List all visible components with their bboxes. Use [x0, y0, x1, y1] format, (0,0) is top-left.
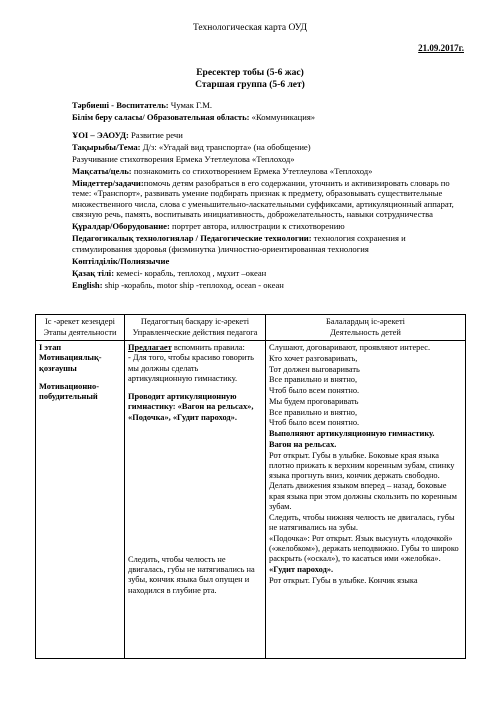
info-equipment: Құралдар/Оборудование: портрет автора, иллюстрации к стихотворению: [72, 221, 345, 232]
group-kz: Ересектер тобы (5-6 жас): [196, 68, 304, 78]
info-oud: ҰОІ – ЭАОУД: Развитие речи: [72, 129, 183, 140]
document-title: Технологическая карта ОУД: [192, 23, 308, 33]
info-topic-2: Разучивание стихотворения Ермека Утетлеулова «Теплоход»: [72, 153, 295, 164]
info-tasks: Міндеттер/задачи:помочь детям разобраться в его содержании, уточнить и активизировать словарь по теме: «Транспорт», развивать умение подбирать признак к предмету, образовывать существительные множественного числа, слова с уменьшительно-ласкательными суффиксами, артикуляционный аппарат, связную речь, память, воспитывать инициативность, доброжелательность, навыки сотрудничества: [72, 177, 454, 220]
info-topic: Тақырыбы/Тема: Д/з: «Угадай вид транспорта» (на обобщение): [72, 141, 311, 152]
group-heading: [0, 67, 500, 92]
table-row: [36, 341, 466, 659]
info-area: Білім беру саласы/ Образовательная область: «Коммуникация»: [72, 111, 316, 122]
info-kazakh: Қазақ тілі: кемесі- корабль, теплоход , мұхит –океан: [72, 267, 267, 278]
document-date: 21.09.2017г.: [418, 43, 464, 53]
table-header-row: [36, 315, 466, 341]
info-goal: Мақсаты/цель: познакомить со стихотворением Ермека Утетлеулова «Теплоход»: [72, 165, 373, 176]
stage-cell: I этап Мотивациялық-қозғаушы Мотивационно-побудительный: [36, 341, 125, 659]
info-english: English: ship -корабль, motor ship -теплоход, ocean - океан: [72, 279, 284, 290]
info-multilingual: Көптілділік/Полиязычие: [72, 255, 170, 266]
info-teacher: Тәрбиеші - Воспитатель: Чумак Г.М.: [72, 100, 212, 110]
lesson-info: [72, 100, 467, 292]
children-cell: Слушают, договаривают, проявляют интерес. Кто хочет разговаривать, Тот должен выговаривать Все правильно и внятно, Чтоб было всем понятно. Мы будем проговаривать Все правильно и внятно, Чтоб было всем понятно. Выполняют артикуляционную гимнастику. Вагон на рельсах. Рот открыт. Губы в улыбке. Боковые края языка плотно прижать к верхним коренным зубам, спинку языка прогнуть вниз, кончик держать свободно. Делать движения языком вперед – назад, боковые края языка при этом должны скользить по коренным зубам. Следить, чтобы нижняя челюсть не двигалась, губы не натягивались на зубы. «Подочка»: Рот открыт. Язык высунуть «лодочкой» («желобком»), держать неподвижно. Губы то широко раскрыть («оскал»), то касаться ими «желобка». «Гудит пароход». Рот открыт. Губы в улыбке. Кончик языка: [266, 341, 466, 659]
header-children: Балалардың іс-әрекеті Деятельность детей: [266, 315, 466, 341]
activity-table: [35, 314, 466, 659]
header-stages: Іс -әрекет кезеңдері Этапы деятельности: [36, 315, 125, 341]
header-teacher: Педагогтың басқару іс-әрекеті Управленческие действия педагога: [125, 315, 266, 341]
teacher-cell: Предлагает вспомнить правила: - Для того, чтобы красиво говорить мы должны сделать артикуляционную гимнастику. Проводит артикуляционную гимнастику: «Вагон на рельсах», «Подочка», «Гудит пароход». Следить, чтобы челюсть не двигалась, губы не натягивались на зубы, кончик языка был опущен и находился в глубине рта.: [125, 341, 266, 659]
info-technologies: Педагогикалық технологиялар / Педагогические технологии: технология сохранения и стимулирования здоровья (физминутка )личностно-ориентированная технология: [72, 233, 406, 254]
group-ru: Старшая группа (5-6 лет): [195, 80, 305, 91]
